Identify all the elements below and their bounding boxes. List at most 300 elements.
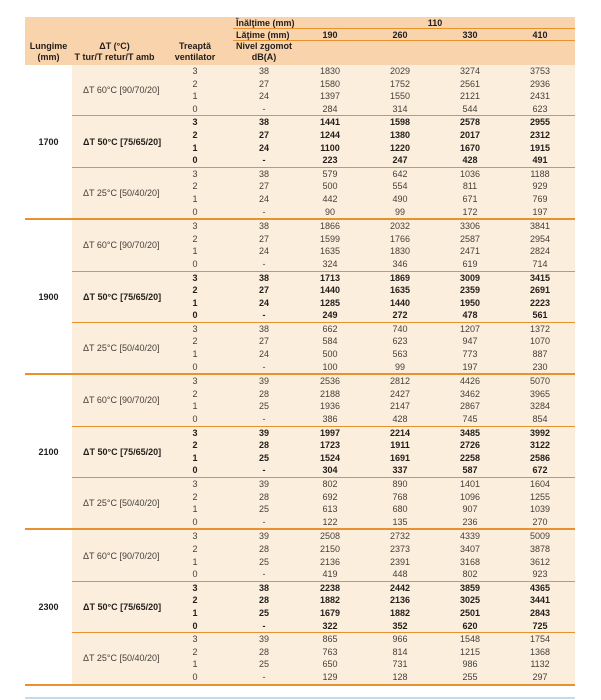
output-value-cell: 1869 bbox=[389, 272, 411, 283]
output-value-cell: 2136 bbox=[389, 595, 411, 606]
fan-step-cell: 2 bbox=[192, 646, 198, 657]
fan-step-cell: 0 bbox=[192, 414, 198, 425]
width-col-header: 190 bbox=[322, 29, 338, 40]
noise-db-cell: - bbox=[262, 206, 266, 217]
block-rows bbox=[157, 633, 575, 683]
output-value-cell: 1635 bbox=[319, 246, 341, 257]
width-col-header: 330 bbox=[462, 29, 478, 40]
output-value-cell: 419 bbox=[322, 569, 338, 580]
noise-db-cell: 25 bbox=[258, 556, 269, 567]
output-value-cell: 587 bbox=[462, 465, 478, 476]
output-value-cell: 2373 bbox=[389, 543, 411, 554]
fan-step-cell: 3 bbox=[192, 531, 198, 542]
fan-step-cell: 1 bbox=[192, 452, 198, 463]
fan-step-cell: 1 bbox=[192, 91, 198, 102]
noise-db-cell: 28 bbox=[258, 388, 269, 399]
output-value-cell: 2824 bbox=[529, 246, 551, 257]
output-value-cell: 1599 bbox=[319, 233, 341, 244]
group-blocks bbox=[72, 220, 575, 373]
output-value-cell: 5070 bbox=[529, 376, 551, 387]
output-value-cell: 270 bbox=[532, 516, 548, 527]
length-group bbox=[25, 65, 575, 220]
output-value-cell: 1550 bbox=[389, 91, 411, 102]
delta-t-label: ΔT 60°C [90/70/20] bbox=[83, 85, 160, 96]
fan-step-cell: 0 bbox=[192, 258, 198, 269]
table-row bbox=[157, 142, 575, 155]
output-value-cell: 428 bbox=[392, 414, 408, 425]
output-value-cell: 1882 bbox=[389, 607, 411, 618]
block-rows bbox=[157, 375, 575, 425]
noise-db-cell: 25 bbox=[258, 659, 269, 670]
noise-db-cell: 38 bbox=[258, 221, 269, 232]
table-row bbox=[157, 464, 575, 477]
table-row bbox=[157, 258, 575, 271]
fan-step-cell: 3 bbox=[192, 323, 198, 334]
fan-step-cell: 1 bbox=[192, 142, 198, 153]
delta-t-label: ΔT 25°C [50/40/20] bbox=[83, 498, 160, 509]
output-value-cell: 662 bbox=[322, 323, 338, 334]
fan-step-cell: 1 bbox=[192, 504, 198, 515]
output-value-cell: 802 bbox=[462, 569, 478, 580]
noise-db-cell: - bbox=[262, 361, 266, 372]
delta-t-label: ΔT 50°C [75/65/20] bbox=[83, 136, 162, 147]
output-value-cell: 128 bbox=[392, 671, 408, 682]
table-row bbox=[157, 297, 575, 310]
output-value-cell: 236 bbox=[462, 516, 478, 527]
group-blocks bbox=[72, 375, 575, 528]
output-value-cell: 3284 bbox=[529, 401, 551, 412]
noise-column-header: Nivel zgomot dB(A) bbox=[235, 41, 292, 62]
table-body bbox=[25, 65, 575, 686]
output-value-cell: 2726 bbox=[459, 440, 481, 451]
output-value-cell: 3009 bbox=[459, 272, 481, 283]
output-value-cell: 2691 bbox=[529, 285, 551, 296]
block-rows bbox=[157, 323, 575, 373]
output-value-cell: 623 bbox=[532, 103, 548, 114]
fan-step-cell: 2 bbox=[192, 181, 198, 192]
delta-t-column-header: ΔT (°C) T tur/T retur/T amb bbox=[74, 41, 155, 62]
output-value-cell: 890 bbox=[392, 479, 408, 489]
table-row bbox=[157, 646, 575, 659]
output-value-cell: 2442 bbox=[389, 582, 411, 593]
header-row-columns bbox=[25, 41, 575, 65]
fan-step-cell: 3 bbox=[192, 582, 198, 593]
output-value-cell: 929 bbox=[532, 181, 548, 192]
output-value-cell: 1372 bbox=[529, 323, 551, 334]
table-row bbox=[157, 323, 575, 336]
output-value-cell: 1036 bbox=[459, 168, 481, 179]
table-row bbox=[157, 168, 575, 181]
noise-db-cell: 24 bbox=[258, 142, 269, 153]
fan-step-cell: 2 bbox=[192, 595, 198, 606]
output-value-cell: 680 bbox=[392, 504, 408, 515]
output-value-cell: 428 bbox=[462, 155, 478, 166]
table-row bbox=[157, 284, 575, 297]
output-value-cell: 1882 bbox=[319, 595, 341, 606]
table-row bbox=[157, 388, 575, 401]
table-row bbox=[157, 233, 575, 246]
output-value-cell: 3441 bbox=[529, 595, 551, 606]
output-value-cell: 1397 bbox=[319, 91, 341, 102]
fan-step-cell: 3 bbox=[192, 427, 198, 438]
output-value-cell: 579 bbox=[322, 168, 338, 179]
fan-step-cell: 1 bbox=[192, 297, 198, 308]
output-value-cell: 619 bbox=[462, 258, 478, 269]
output-value-cell: 2032 bbox=[389, 221, 411, 232]
output-value-cell: 1950 bbox=[459, 297, 481, 308]
delta-t-block bbox=[72, 271, 575, 322]
output-value-cell: 887 bbox=[532, 349, 548, 360]
output-value-cell: 2427 bbox=[389, 388, 411, 399]
output-value-cell: 811 bbox=[462, 181, 478, 192]
output-value-cell: 478 bbox=[462, 310, 478, 321]
noise-db-cell: 39 bbox=[258, 479, 269, 489]
block-rows bbox=[157, 427, 575, 477]
noise-db-cell: 25 bbox=[258, 607, 269, 618]
width-col-header: 410 bbox=[532, 29, 548, 40]
output-value-cell: 3878 bbox=[529, 543, 551, 554]
fan-step-cell: 1 bbox=[192, 607, 198, 618]
fan-step-cell: 1 bbox=[192, 659, 198, 670]
noise-db-cell: 38 bbox=[258, 66, 269, 76]
output-value-cell: 4365 bbox=[529, 582, 551, 593]
fan-step-cell: 0 bbox=[192, 671, 198, 682]
table-row bbox=[157, 103, 575, 116]
noise-db-cell: 27 bbox=[258, 129, 269, 140]
output-value-cell: 2136 bbox=[319, 556, 341, 567]
output-value-cell: 2501 bbox=[459, 607, 481, 618]
output-value-cell: 2238 bbox=[319, 582, 341, 593]
table-row bbox=[157, 582, 575, 595]
table-row bbox=[157, 556, 575, 569]
group-blocks bbox=[72, 530, 575, 683]
output-value-cell: 1679 bbox=[319, 607, 341, 618]
fan-step-cell: 1 bbox=[192, 246, 198, 257]
noise-db-cell: 38 bbox=[258, 168, 269, 179]
table-row bbox=[157, 361, 575, 374]
noise-db-cell: 28 bbox=[258, 595, 269, 606]
fan-step-cell: 0 bbox=[192, 103, 198, 114]
table-row bbox=[157, 220, 575, 233]
table-row bbox=[157, 516, 575, 529]
noise-db-cell: - bbox=[262, 516, 266, 527]
output-value-cell: 1911 bbox=[390, 440, 410, 451]
output-value-cell: 1997 bbox=[319, 427, 341, 438]
noise-db-cell: 27 bbox=[258, 285, 269, 296]
output-value-cell: 768 bbox=[392, 491, 408, 502]
output-value-cell: 2431 bbox=[529, 91, 551, 102]
output-value-cell: 1096 bbox=[459, 491, 481, 502]
output-value-cell: 2312 bbox=[529, 129, 551, 140]
output-value-cell: 249 bbox=[322, 310, 338, 321]
delta-t-label: ΔT 25°C [50/40/20] bbox=[83, 653, 160, 664]
output-value-cell: 1220 bbox=[389, 142, 411, 153]
noise-db-cell: 24 bbox=[258, 193, 269, 204]
output-value-cell: 714 bbox=[532, 258, 548, 269]
output-value-cell: 3462 bbox=[459, 388, 481, 399]
output-value-cell: 90 bbox=[324, 206, 335, 217]
table-row bbox=[157, 439, 575, 452]
output-value-cell: 3859 bbox=[459, 582, 481, 593]
length-group bbox=[25, 375, 575, 530]
output-value-cell: 1401 bbox=[459, 479, 481, 489]
output-value-cell: 725 bbox=[532, 620, 548, 631]
output-value-cell: 122 bbox=[322, 516, 338, 527]
table-row bbox=[157, 671, 575, 684]
noise-db-cell: - bbox=[262, 414, 266, 425]
output-value-cell: 3965 bbox=[529, 388, 551, 399]
delta-t-label: ΔT 50°C [75/65/20] bbox=[83, 446, 162, 457]
output-value-cell: 1244 bbox=[319, 129, 341, 140]
length-value-cell: 2300 bbox=[25, 530, 72, 683]
table-row bbox=[157, 348, 575, 361]
output-value-cell: 1441 bbox=[319, 117, 341, 128]
output-value-cell: 2017 bbox=[459, 129, 481, 140]
fan-step-cell: 0 bbox=[192, 620, 198, 631]
fan-step-cell: 0 bbox=[192, 361, 198, 372]
output-value-cell: 247 bbox=[392, 155, 408, 166]
table-header bbox=[25, 17, 575, 65]
output-value-cell: 3025 bbox=[459, 595, 481, 606]
delta-t-block bbox=[72, 477, 575, 528]
header-row-height bbox=[25, 17, 575, 29]
delta-t-label: ΔT 25°C [50/40/20] bbox=[83, 187, 160, 198]
table-row bbox=[157, 620, 575, 633]
output-value-cell: 2578 bbox=[459, 117, 481, 128]
output-value-cell: 2258 bbox=[459, 452, 481, 463]
noise-db-cell: 27 bbox=[258, 336, 269, 347]
output-value-cell: 923 bbox=[532, 569, 548, 580]
delta-t-block bbox=[72, 322, 575, 373]
table-row bbox=[157, 658, 575, 671]
fan-step-cell: 3 bbox=[192, 634, 198, 645]
table-row bbox=[157, 206, 575, 219]
output-value-cell: 1598 bbox=[389, 117, 411, 128]
block-rows bbox=[157, 116, 575, 166]
delta-t-block bbox=[72, 375, 575, 425]
output-value-cell: 620 bbox=[462, 620, 478, 631]
output-value-cell: 304 bbox=[322, 465, 338, 476]
output-value-cell: 386 bbox=[322, 414, 338, 425]
output-value-cell: 773 bbox=[462, 349, 478, 360]
output-value-cell: 2867 bbox=[459, 401, 481, 412]
fan-step-cell: 2 bbox=[192, 78, 198, 89]
delta-t-block bbox=[72, 115, 575, 166]
table-row bbox=[157, 594, 575, 607]
output-value-cell: 1936 bbox=[319, 401, 341, 412]
output-value-cell: 491 bbox=[532, 155, 548, 166]
fan-step-cell: 1 bbox=[192, 193, 198, 204]
output-value-cell: 135 bbox=[392, 516, 408, 527]
noise-db-cell: 28 bbox=[258, 543, 269, 554]
noise-db-cell: - bbox=[262, 671, 266, 682]
fan-step-column-header: Treaptă ventilator bbox=[174, 41, 216, 62]
noise-db-cell: - bbox=[262, 103, 266, 114]
header-spacer bbox=[25, 29, 233, 41]
table-row bbox=[157, 375, 575, 388]
length-value-cell: 2100 bbox=[25, 375, 72, 528]
output-value-cell: 947 bbox=[462, 336, 478, 347]
fan-step-cell: 3 bbox=[192, 221, 198, 232]
output-value-cell: 3122 bbox=[529, 440, 551, 451]
output-value-cell: 907 bbox=[462, 504, 478, 515]
output-value-cell: 297 bbox=[532, 671, 548, 682]
length-value-cell: 1700 bbox=[25, 65, 72, 218]
width-col-header: 260 bbox=[392, 29, 408, 40]
output-value-cell: 1380 bbox=[389, 129, 411, 140]
table-row bbox=[157, 633, 575, 646]
output-value-cell: 1723 bbox=[319, 440, 341, 451]
length-group bbox=[25, 220, 575, 375]
table-row bbox=[157, 530, 575, 543]
output-value-cell: 561 bbox=[532, 310, 548, 321]
output-value-cell: 1285 bbox=[319, 297, 341, 308]
output-value-cell: 2029 bbox=[389, 66, 411, 76]
output-value-cell: 448 bbox=[392, 569, 408, 580]
noise-db-cell: 28 bbox=[258, 491, 269, 502]
noise-db-cell: 39 bbox=[258, 531, 269, 542]
output-value-cell: 2121 bbox=[459, 91, 481, 102]
output-value-cell: 745 bbox=[462, 414, 478, 425]
output-value-cell: 3485 bbox=[459, 427, 481, 438]
noise-db-cell: - bbox=[262, 620, 266, 631]
table-row bbox=[157, 400, 575, 413]
table-row bbox=[157, 478, 575, 491]
height-row-label: Înălţime (mm) bbox=[236, 17, 295, 28]
table-row bbox=[157, 452, 575, 465]
output-value-cell: 1132 bbox=[530, 659, 550, 670]
delta-t-block bbox=[72, 581, 575, 632]
radiator-output-table bbox=[25, 17, 575, 686]
fan-step-cell: 1 bbox=[192, 401, 198, 412]
output-value-cell: 223 bbox=[322, 155, 338, 166]
output-value-cell: 2359 bbox=[459, 285, 481, 296]
noise-db-cell: 25 bbox=[258, 401, 269, 412]
output-value-cell: 99 bbox=[394, 206, 405, 217]
fan-step-cell: 2 bbox=[192, 440, 198, 451]
block-rows bbox=[157, 582, 575, 632]
output-value-cell: 2223 bbox=[529, 297, 551, 308]
table-row bbox=[157, 309, 575, 322]
width-values bbox=[295, 30, 575, 40]
fan-step-cell: 0 bbox=[192, 569, 198, 580]
table-row bbox=[157, 543, 575, 556]
output-value-cell: 2843 bbox=[529, 607, 551, 618]
output-value-cell: 623 bbox=[392, 336, 408, 347]
fan-step-cell: 3 bbox=[192, 376, 198, 387]
noise-db-cell: 38 bbox=[258, 323, 269, 334]
length-column-header: Lungime (mm) bbox=[29, 41, 68, 62]
noise-db-cell: 28 bbox=[258, 440, 269, 451]
output-value-cell: 2147 bbox=[389, 401, 411, 412]
output-value-cell: 3407 bbox=[459, 543, 481, 554]
output-value-cell: 3753 bbox=[529, 66, 551, 76]
output-value-cell: 1100 bbox=[320, 142, 340, 153]
output-value-cell: 255 bbox=[462, 671, 478, 682]
noise-db-cell: 25 bbox=[258, 504, 269, 515]
output-value-cell: 2561 bbox=[459, 78, 481, 89]
noise-db-cell: 25 bbox=[258, 452, 269, 463]
noise-db-cell: 24 bbox=[258, 297, 269, 308]
fan-step-cell: 3 bbox=[192, 479, 198, 489]
output-value-cell: 337 bbox=[392, 465, 408, 476]
output-value-cell: 3612 bbox=[529, 556, 551, 567]
output-value-cell: 740 bbox=[392, 323, 408, 334]
table-row bbox=[157, 180, 575, 193]
noise-db-cell: 27 bbox=[258, 181, 269, 192]
output-value-cell: 1635 bbox=[389, 285, 411, 296]
fan-step-cell: 1 bbox=[192, 556, 198, 567]
output-value-cell: 854 bbox=[532, 414, 548, 425]
delta-t-block bbox=[72, 65, 575, 115]
delta-t-block bbox=[72, 632, 575, 683]
output-value-cell: 966 bbox=[392, 634, 408, 645]
output-value-cell: 272 bbox=[392, 310, 408, 321]
output-value-cell: 865 bbox=[322, 634, 338, 645]
fan-step-cell: 2 bbox=[192, 336, 198, 347]
block-rows bbox=[157, 530, 575, 580]
output-value-cell: 802 bbox=[322, 479, 338, 489]
table-row bbox=[157, 116, 575, 129]
output-value-cell: 4339 bbox=[459, 531, 481, 542]
block-rows bbox=[157, 168, 575, 218]
noise-db-cell: - bbox=[262, 258, 266, 269]
output-value-cell: 3992 bbox=[529, 427, 551, 438]
delta-t-label: ΔT 25°C [50/40/20] bbox=[83, 343, 160, 354]
output-value-cell: 3841 bbox=[529, 221, 551, 232]
output-value-cell: 99 bbox=[394, 361, 405, 372]
fan-step-cell: 1 bbox=[192, 349, 198, 360]
header-spacer bbox=[25, 17, 233, 29]
delta-t-label: ΔT 60°C [90/70/20] bbox=[83, 240, 160, 251]
noise-db-cell: 38 bbox=[258, 582, 269, 593]
table-row bbox=[157, 78, 575, 91]
group-blocks bbox=[72, 65, 575, 218]
noise-db-cell: - bbox=[262, 310, 266, 321]
noise-db-cell: 38 bbox=[258, 272, 269, 283]
table-row bbox=[157, 245, 575, 258]
delta-t-block bbox=[72, 220, 575, 270]
output-value-cell: 814 bbox=[392, 646, 408, 657]
output-value-cell: 1207 bbox=[459, 323, 481, 334]
noise-db-cell: 27 bbox=[258, 233, 269, 244]
table-row bbox=[157, 503, 575, 516]
output-value-cell: 2732 bbox=[389, 531, 411, 542]
output-value-cell: 544 bbox=[462, 103, 478, 114]
table-row bbox=[157, 427, 575, 440]
output-value-cell: 554 bbox=[392, 181, 408, 192]
output-value-cell: 1691 bbox=[389, 452, 411, 463]
block-rows bbox=[157, 478, 575, 528]
output-value-cell: 2536 bbox=[319, 376, 341, 387]
output-value-cell: 442 bbox=[322, 193, 338, 204]
fan-step-cell: 0 bbox=[192, 206, 198, 217]
noise-db-cell: - bbox=[262, 465, 266, 476]
width-row-label: Lăţime (mm) bbox=[236, 29, 290, 40]
table-row bbox=[157, 65, 575, 78]
fan-step-cell: 3 bbox=[192, 272, 198, 283]
noise-db-cell: 24 bbox=[258, 246, 269, 257]
output-value-cell: 763 bbox=[322, 646, 338, 657]
fan-step-cell: 2 bbox=[192, 129, 198, 140]
output-value-cell: 2391 bbox=[389, 556, 411, 567]
output-value-cell: 3415 bbox=[529, 272, 551, 283]
fan-step-cell: 2 bbox=[192, 285, 198, 296]
noise-db-cell: 39 bbox=[258, 376, 269, 387]
output-value-cell: 352 bbox=[392, 620, 408, 631]
output-value-cell: 346 bbox=[392, 258, 408, 269]
block-rows bbox=[157, 272, 575, 322]
